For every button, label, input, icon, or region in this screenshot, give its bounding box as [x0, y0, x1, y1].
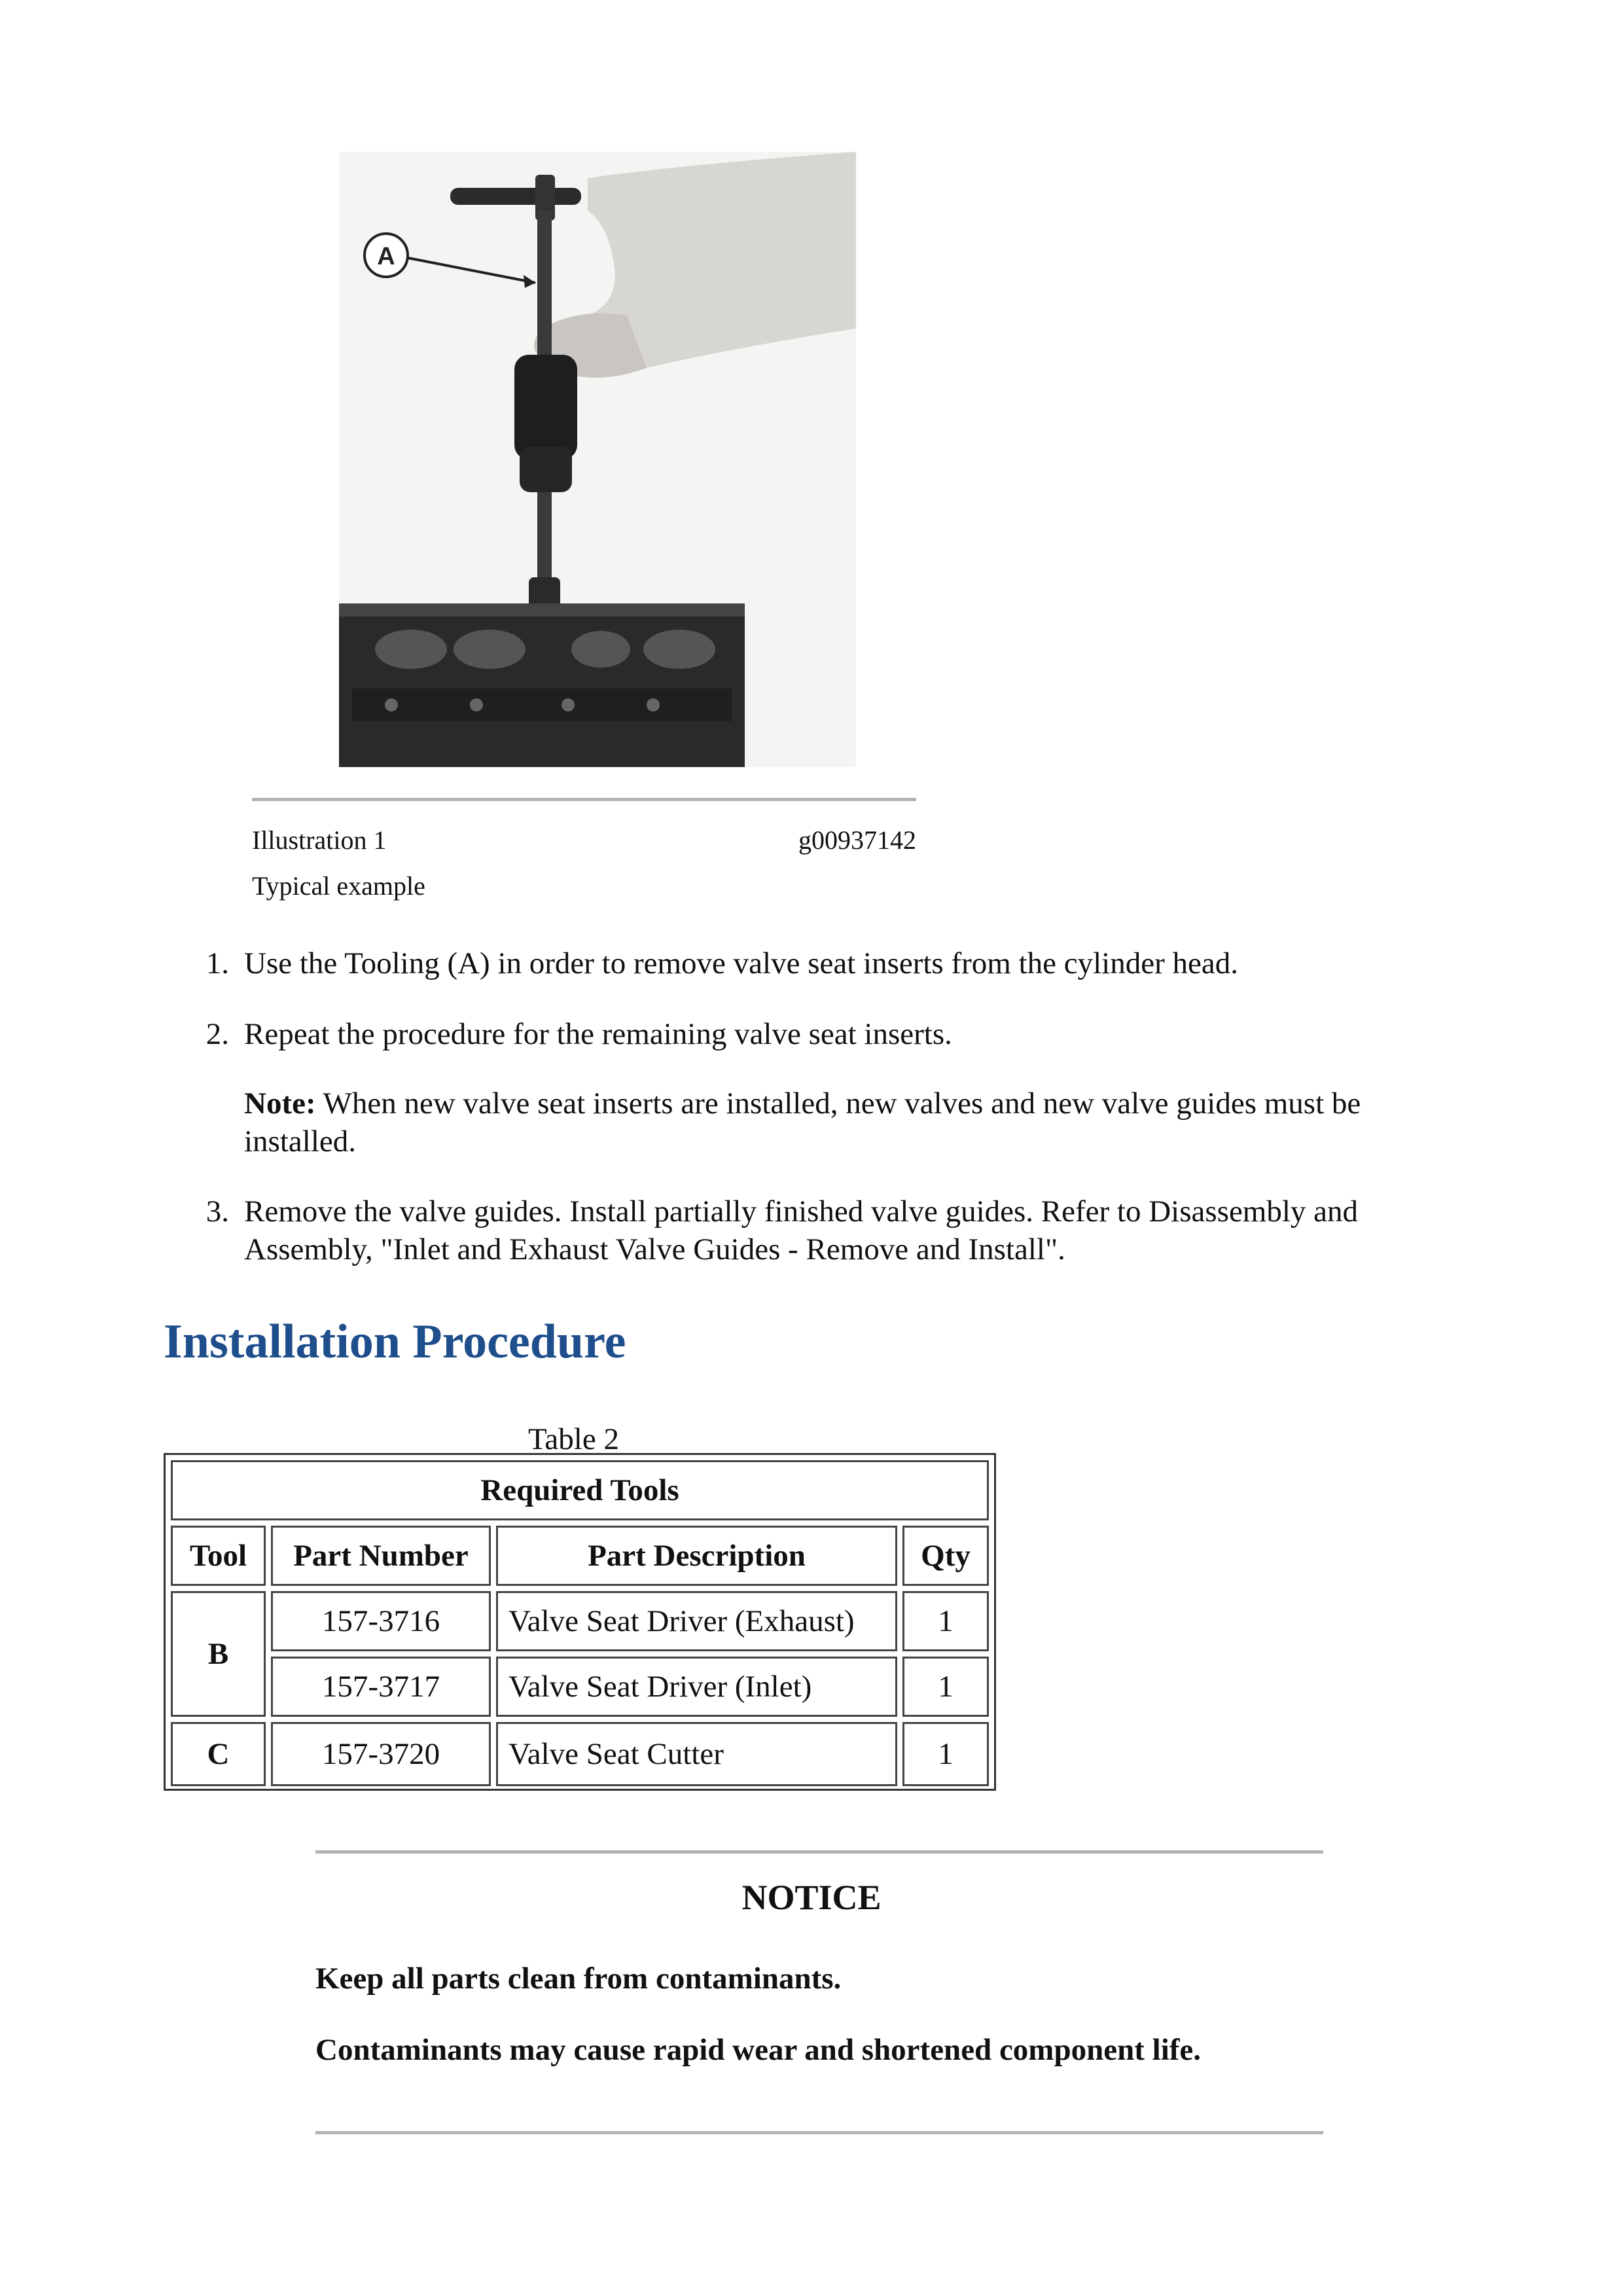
- note-line-1: [244, 1085, 1361, 1122]
- qty-cell: 1: [902, 1591, 989, 1651]
- table-title: Required Tools: [171, 1460, 989, 1520]
- step-text: Repeat the procedure for the remaining valve seat inserts.: [244, 1017, 952, 1051]
- table-caption: Table 2: [528, 1422, 619, 1456]
- notice-title: NOTICE: [741, 1878, 882, 1917]
- illustration-caption-sub: Typical example: [252, 871, 425, 901]
- notice-top-rule: [315, 1850, 1323, 1854]
- step-number: 1.: [205, 946, 229, 980]
- step-text: Use the Tooling (A) in order to remove valve seat inserts from the cylinder head.: [244, 946, 1238, 980]
- part-description-cell: Valve Seat Driver (Inlet): [496, 1657, 897, 1717]
- step-number: 3.: [205, 1194, 229, 1229]
- header-part-description: Part Description: [496, 1526, 897, 1586]
- tool-illustration: [339, 152, 856, 767]
- step-text-line-1: Remove the valve guides. Install partially finished valve guides. Refer to Disassembly and: [244, 1194, 1359, 1229]
- illustration-caption-label: Illustration 1: [252, 825, 387, 855]
- callout-a-label: A: [377, 243, 395, 270]
- note-text: When new valve seat inserts are installed, new valves and new valve guides must be: [315, 1086, 1361, 1121]
- step-number: 2.: [205, 1017, 229, 1051]
- note-line-2: installed.: [244, 1124, 356, 1158]
- illustration-rule: [252, 798, 916, 801]
- header-part-number: Part Number: [271, 1526, 491, 1586]
- header-tool: Tool: [171, 1526, 266, 1586]
- note-label: Note:: [244, 1086, 316, 1121]
- notice-line-1: Keep all parts clean from contaminants.: [315, 1962, 842, 1996]
- illustration-code: g00937142: [798, 825, 916, 855]
- notice-bottom-rule: [315, 2131, 1323, 2134]
- qty-cell: 1: [902, 1657, 989, 1717]
- part-number-cell: 157-3717: [271, 1657, 491, 1717]
- step-text-line-2: Assembly, "Inlet and Exhaust Valve Guides - Remove and Install".: [244, 1232, 1065, 1266]
- header-qty: Qty: [902, 1526, 989, 1586]
- part-description-cell: Valve Seat Driver (Exhaust): [496, 1591, 897, 1651]
- part-number-cell: 157-3720: [271, 1722, 491, 1786]
- section-heading: Installation Procedure: [164, 1315, 626, 1369]
- part-number-cell: 157-3716: [271, 1591, 491, 1651]
- tool-c-cell: C: [171, 1722, 266, 1786]
- part-description-cell: Valve Seat Cutter: [496, 1722, 897, 1786]
- required-tools-table: [164, 1453, 996, 1791]
- notice-line-2: Contaminants may cause rapid wear and shortened component life.: [315, 2033, 1202, 2067]
- tool-b-cell: B: [171, 1591, 266, 1717]
- qty-cell: 1: [902, 1722, 989, 1786]
